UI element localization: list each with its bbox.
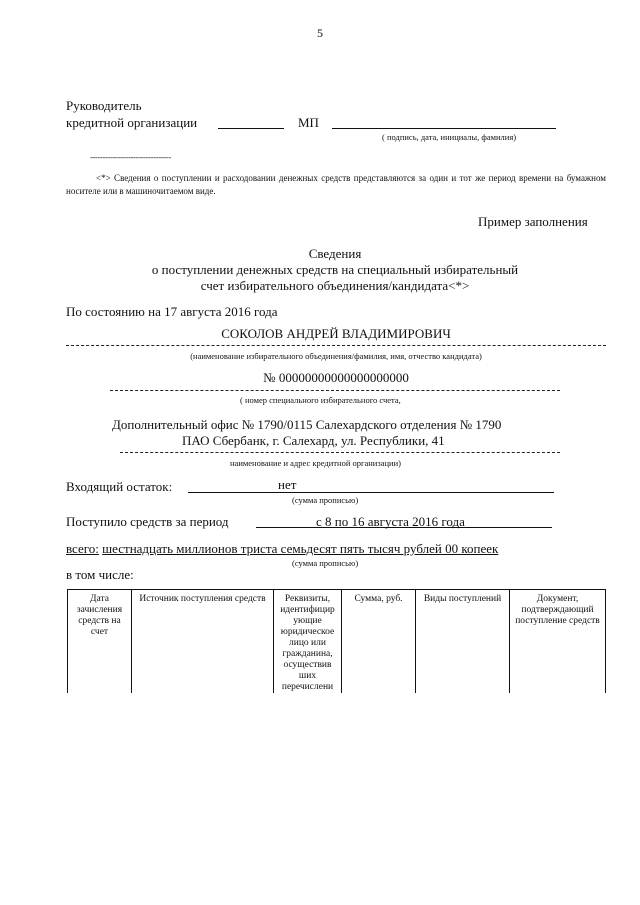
signature-caption: ( подпись, дата, инициалы, фамилия) xyxy=(382,132,517,142)
col-requisites: Реквизиты, идентифицир ующие юридическое лицо или гражданина, осуществив ших перечислени xyxy=(274,590,342,694)
total-caption: (сумма прописью) xyxy=(292,558,359,568)
signature-line xyxy=(218,128,284,129)
col-amount: Сумма, руб. xyxy=(342,590,416,694)
title-line1: Сведения xyxy=(308,246,362,261)
including-label: в том числе: xyxy=(66,567,134,582)
account-dash-line xyxy=(110,390,560,391)
col-document: Документ, подтверждающий поступление средств xyxy=(510,590,606,694)
page-number: 5 xyxy=(317,26,323,40)
opening-balance-value: нет xyxy=(278,477,297,492)
stamp-label: МП xyxy=(298,115,319,130)
opening-balance-caption: (сумма прописью) xyxy=(292,495,359,505)
received-label: Поступило средств за период xyxy=(66,514,229,529)
bank-line1: Дополнительный офис № 1790/0115 Салехардского отделения № 1790 xyxy=(112,417,502,432)
as-of-date: По состоянию на 17 августа 2016 года xyxy=(66,304,278,319)
candidate-caption: (наименование избирательного объединения/фамилия, имя, отчество кандидата) xyxy=(190,351,482,361)
col-receipt-type: Виды поступлений xyxy=(416,590,510,694)
receipts-table xyxy=(67,589,606,693)
total-value: шестнадцать миллионов триста семьдесят пять тысяч рублей 00 копеек xyxy=(102,541,499,556)
head-title-line1: Руководитель xyxy=(66,98,142,113)
table-header-row xyxy=(68,590,606,694)
total-label xyxy=(66,541,498,557)
candidate-name: СОКОЛОВ АНДРЕЙ ВЛАДИМИРОВИЧ xyxy=(221,326,451,341)
footnote-text: <*> Сведения о поступлении и расходовании денежных средств представляются за один и тот же период времени на бумажном носителе или в машиночитаемом виде. xyxy=(66,173,606,196)
bank-line2: ПАО Сбербанк, г. Салехард, ул. Республики, 41 xyxy=(182,433,445,448)
candidate-dash-line xyxy=(66,345,606,346)
title-line3: счет избирательного объединения/кандидата<*> xyxy=(200,278,470,293)
example-label: Пример заполнения xyxy=(478,214,588,229)
col-source: Источник поступления средств xyxy=(132,590,274,694)
bank-caption: наименование и адрес кредитной организации) xyxy=(230,458,401,468)
account-number: № 00000000000000000000 xyxy=(263,370,409,385)
opening-balance-line xyxy=(188,492,554,493)
account-caption: ( номер специального избирательного счета, xyxy=(240,395,401,405)
head-title-line2: кредитной организации xyxy=(66,115,198,130)
total-label-text: всего: xyxy=(66,541,99,556)
col-date: Дата зачисления средств на счет xyxy=(68,590,132,694)
received-period: с 8 по 16 августа 2016 года xyxy=(316,514,465,529)
bank-dash-line xyxy=(120,452,560,453)
opening-balance-label: Входящий остаток: xyxy=(66,479,173,494)
name-date-line xyxy=(332,128,556,129)
title-line2: о поступлении денежных средств на специальный избирательный xyxy=(151,262,519,277)
footnote-separator: -------------------------------- xyxy=(90,152,171,162)
